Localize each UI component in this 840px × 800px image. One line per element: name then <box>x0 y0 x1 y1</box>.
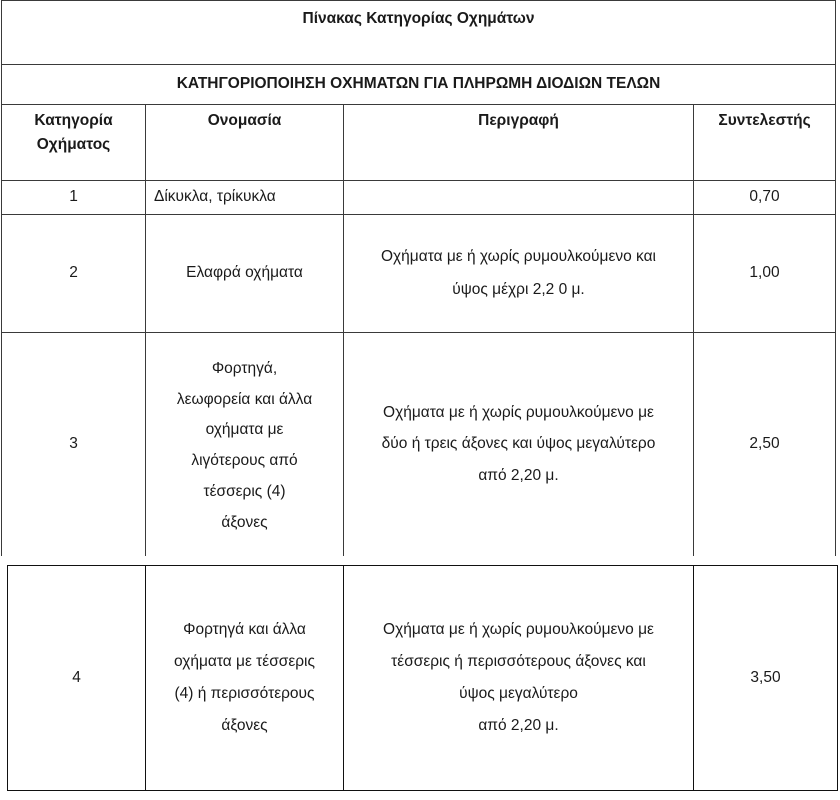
row4-name-line1: Φορτηγά και άλλα <box>183 621 306 639</box>
table-row <box>8 566 838 791</box>
row3-description-line3: από 2,20 μ. <box>478 467 559 485</box>
row3-coefficient: 2,50 <box>694 333 836 556</box>
row4-description-line1: Οχήματα με ή χωρίς ρυμουλκούμενο με <box>383 621 654 639</box>
row4-name <box>146 566 344 791</box>
table-title: Πίνακας Κατηγορίας Οχημάτων <box>2 1 836 65</box>
row2-description-line1: Οχήματα με ή χωρίς ρυμουλκούμενο και <box>380 247 657 265</box>
row4-name-line3: (4) ή περισσότερους <box>174 685 315 702</box>
table-row <box>2 215 836 333</box>
row4-description <box>344 566 694 791</box>
row4-description-line3: ύψος μεγαλύτερο <box>459 685 578 702</box>
header-coefficient: Συντελεστής <box>694 105 836 181</box>
vehicle-category-table <box>1 0 836 556</box>
row3-name-line6: άξονες <box>221 513 268 531</box>
row4-name-line4: άξονες <box>221 716 268 734</box>
row3-description <box>344 333 694 556</box>
row3-description-line2: δύο ή τρεις άξονες και ύψος μεγαλύτερο <box>381 435 656 453</box>
header-category-line1: Κατηγορία <box>34 112 113 129</box>
row2-name <box>146 215 344 333</box>
row1-name <box>146 181 344 215</box>
row1-description <box>344 181 694 215</box>
row4-description-line4: από 2,20 μ. <box>478 716 559 734</box>
row4-description-line2: τέσσερις ή περισσότερους άξονες και <box>391 653 646 671</box>
row2-description <box>344 215 694 333</box>
row3-name-line3: οχήματα με <box>205 421 284 439</box>
row2-name-line1: Ελαφρά οχήματα <box>186 264 303 282</box>
header-name: Ονομασία <box>146 105 344 181</box>
row3-name-line4: λιγότερους από <box>191 452 298 470</box>
row1-name-line1: Δίκυκλα, τρίκυκλα <box>154 188 276 206</box>
row2-description-line2: ύψος μέχρι 2,2 0 μ. <box>452 280 585 298</box>
row3-name <box>146 333 344 556</box>
row4-name-line2: οχήματα με τέσσερις <box>174 653 315 671</box>
table-row <box>2 333 836 556</box>
row3-name-line5: τέσσερις (4) <box>203 483 286 501</box>
header-row <box>2 105 836 181</box>
row1-coefficient: 0,70 <box>694 181 836 215</box>
row3-description-line1: Οχήματα με ή χωρίς ρυμουλκούμενο με <box>383 403 654 421</box>
row2-category: 2 <box>2 215 146 333</box>
row3-name-line2: λεωφορεία και άλλα <box>176 390 313 408</box>
row2-coefficient: 1,00 <box>694 215 836 333</box>
row3-name-line1: Φορτηγά, <box>211 359 278 377</box>
vehicle-category-table-continued <box>7 565 838 791</box>
header-category <box>2 105 146 181</box>
header-category-line2: Οχήματος <box>36 136 111 154</box>
table-row <box>2 181 836 215</box>
table-subtitle: ΚΑΤΗΓΟΡΙΟΠΟΙΗΣΗ ΟΧΗΜΑΤΩΝ ΓΙΑ ΠΛΗΡΩΜΗ ΔΙΟΔΙΩΝ ΤΕΛΩΝ <box>2 65 836 105</box>
header-description: Περιγραφή <box>344 105 694 181</box>
row1-category: 1 <box>2 181 146 215</box>
row3-category: 3 <box>2 333 146 556</box>
row4-coefficient: 3,50 <box>694 566 838 791</box>
row4-category: 4 <box>8 566 146 791</box>
